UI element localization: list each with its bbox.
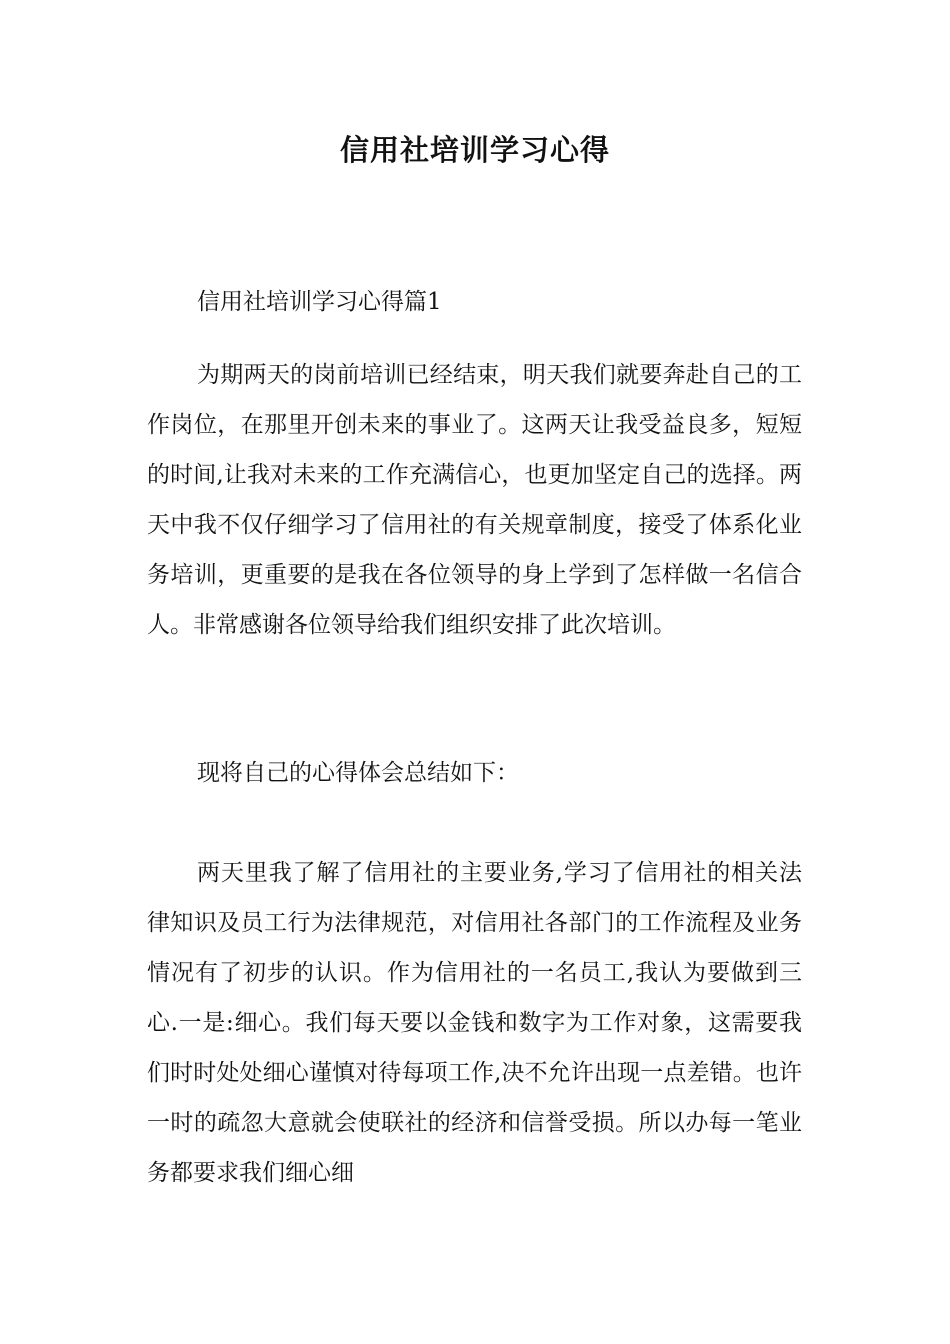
paragraph-intro: 为期两天的岗前培训已经结束，明天我们就要奔赴自己的工作岗位，在那里开创未来的事业了。这两天让我受益良多，短短的时间,让我对未来的工作充满信心，也更加坚定自己的选择。两天中我不仅仔细学习了信用社的有关规章制度，接受了体系化业务培训，更重要的是我在各位领导的身上学到了怎样做一名信合人。非常感谢各位领导给我们组织安排了此次培训。 [147,362,802,638]
section-heading: 信用社培训学习心得篇1 [197,289,442,315]
paragraph-summary-lead: 现将自己的心得体会总结如下： [197,760,519,786]
document-title: 信用社培训学习心得 [339,133,610,167]
paragraph-details: 两天里我了解了信用社的主要业务,学习了信用社的相关法律知识及员工行为法律规范，对信用社各部门的工作流程及业务情况有了初步的认识。作为信用社的一名员工,我认为要做到三心.一是:细心。我们每天要以金钱和数字为工作对象，这需要我们时时处处细心谨慎对待每项工作,决不允许出现一点差错。也许一时的疏忽大意就会使联社的经济和信誉受损。所以办每一笔业务都要求我们细心细 [147,860,802,1186]
